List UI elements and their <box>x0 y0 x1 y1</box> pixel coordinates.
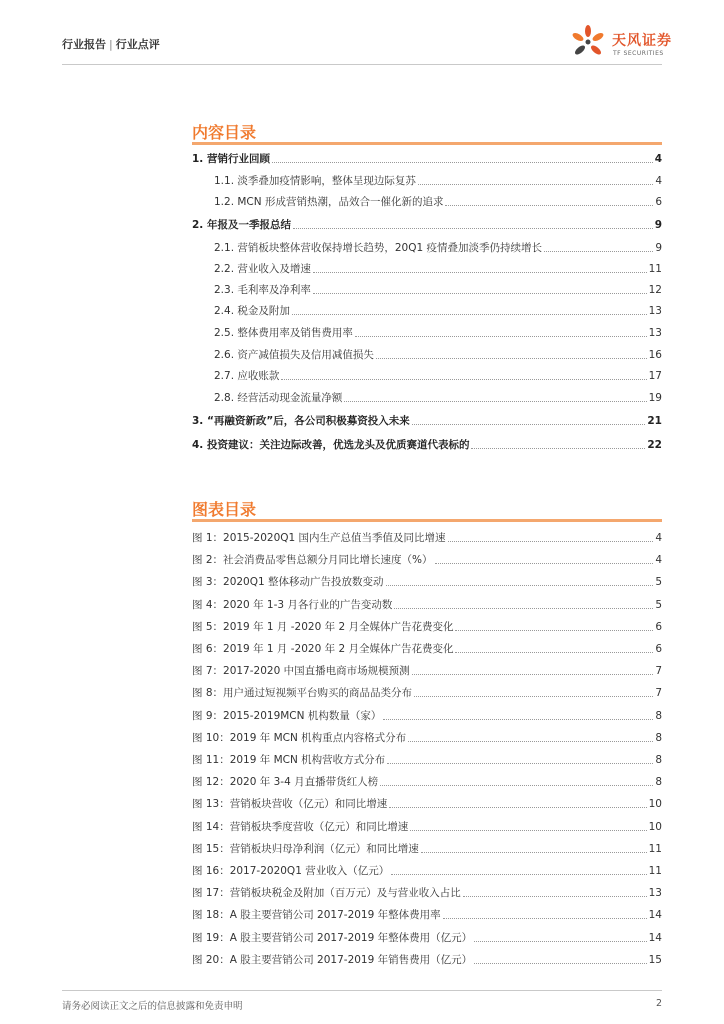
toc-entry-leader <box>355 336 647 337</box>
figure-entry-label: 图 5：2019 年 1 月 -2020 年 2 月全媒体广告花费变化 <box>192 620 454 633</box>
figure-entry-leader <box>421 852 647 853</box>
logo-english-text: TF SECURITIES <box>613 50 664 57</box>
toc-entry-page: 17 <box>648 370 662 382</box>
toc-entry-leader <box>293 228 653 229</box>
figure-entry-label: 图 2：社会消费品零售总额分月同比增长速度（%） <box>192 554 433 567</box>
toc-entry-leader <box>313 293 647 294</box>
toc-entry-page: 11 <box>648 263 662 275</box>
figure-entry-leader <box>412 674 654 675</box>
figure-entry-page: 10 <box>648 820 662 833</box>
figure-entry-page: 4 <box>655 532 662 544</box>
figure-entry-page: 5 <box>655 576 662 589</box>
toc-entry-label: 1. 营销行业回顾 <box>192 153 270 165</box>
figure-entry-page: 6 <box>655 620 662 633</box>
toc-entry[interactable] <box>192 146 662 166</box>
toc-entry[interactable] <box>214 235 662 255</box>
figure-entry-page: 8 <box>655 754 662 766</box>
figure-entry[interactable] <box>192 880 662 900</box>
toc-entry[interactable] <box>214 168 662 188</box>
figures-title: 图表目录 <box>192 500 257 519</box>
toc-entry-label: 2.8. 经营活动现金流量净额 <box>214 392 343 404</box>
toc-entry[interactable] <box>214 298 662 318</box>
figure-entry-label: 图 14：营销板块季度营收（亿元）和同比增速 <box>192 820 409 833</box>
toc-entry[interactable] <box>214 342 662 362</box>
figure-entry-page: 8 <box>655 776 662 789</box>
figure-entry[interactable] <box>192 592 662 612</box>
toc-entry-leader <box>292 314 647 315</box>
figure-entry-page: 14 <box>648 909 662 922</box>
toc-entry-label: 2. 年报及一季报总结 <box>192 219 291 231</box>
figure-entry-label: 图 8：用户通过短视频平台购买的商品品类分布 <box>192 687 413 700</box>
figure-entry-leader <box>389 807 646 808</box>
figure-entry-page: 7 <box>655 687 662 700</box>
header-report-subtype: 行业点评 <box>115 38 160 51</box>
figure-entry-label: 图 16：2017-2020Q1 营业收入（亿元） <box>192 865 390 877</box>
toc-entry-leader <box>344 401 646 402</box>
toc-entry-page: 21 <box>647 415 662 427</box>
figure-entry-leader <box>383 719 653 720</box>
toc-entry-page: 9 <box>655 242 662 254</box>
figure-entry[interactable] <box>192 614 662 634</box>
toc-entry[interactable] <box>192 212 662 232</box>
figure-entry-label: 图 1：2015-2020Q1 国内生产总值当季值及同比增速 <box>192 532 446 544</box>
figure-entry-page: 11 <box>648 865 662 877</box>
header-breadcrumb <box>62 36 160 52</box>
figure-entry-page: 15 <box>648 953 662 966</box>
figure-entry-page: 4 <box>655 554 662 567</box>
toc-entry-page: 12 <box>648 284 662 296</box>
toc-entry-label: 2.6. 资产减值损失及信用减值损失 <box>214 349 374 361</box>
toc-entry-page: 4 <box>654 153 662 165</box>
figure-entry-page: 10 <box>648 798 662 811</box>
figure-entry-page: 5 <box>655 598 662 611</box>
toc-entry-leader <box>418 184 653 185</box>
toc-entry-leader <box>281 379 646 380</box>
figure-entry-leader <box>386 585 654 586</box>
figure-entry-leader <box>463 896 647 897</box>
figure-entry-leader <box>455 652 653 653</box>
figure-entry[interactable] <box>192 814 662 834</box>
figure-entry[interactable] <box>192 769 662 789</box>
figure-entry-label: 图 12：2020 年 3-4 月直播带货红人榜 <box>192 776 379 789</box>
toc-entry[interactable] <box>192 432 662 452</box>
toc-entry-page: 13 <box>648 327 662 339</box>
logo-text: 天风证券 <box>612 33 672 49</box>
figure-entry[interactable] <box>192 525 662 545</box>
toc-entry-label: 2.2. 营业收入及增速 <box>214 263 311 275</box>
toc-entry-leader <box>313 272 647 273</box>
figure-entry-leader <box>443 918 647 919</box>
toc-entry-page: 19 <box>648 392 662 404</box>
figure-entry[interactable] <box>192 703 662 723</box>
toc-entry-label: 2.5. 整体费用率及销售费用率 <box>214 327 353 339</box>
figure-entry[interactable] <box>192 747 662 767</box>
toc-entry-leader <box>445 205 653 206</box>
toc-entry-leader <box>544 251 653 252</box>
toc-entry-label: 4. 投资建议：关注边际改善，优选龙头及优质赛道代表标的 <box>192 439 470 451</box>
toc-entry-leader <box>272 162 653 163</box>
toc-entry-label: 2.7. 应收账款 <box>214 370 280 382</box>
figure-entry-leader <box>410 830 646 831</box>
toc-entry-page: 16 <box>648 349 662 361</box>
toc-entry[interactable] <box>214 385 662 405</box>
figure-entry-page: 6 <box>655 643 662 655</box>
figure-entry-label: 图 15：营销板块归母净利润（亿元）和同比增速 <box>192 842 419 855</box>
figure-entry-leader <box>474 963 646 964</box>
figure-entry[interactable] <box>192 658 662 678</box>
footer-divider <box>62 990 662 991</box>
figure-entry-leader <box>448 541 654 542</box>
toc-entry-label: 2.3. 毛利率及净利率 <box>214 284 311 296</box>
figure-entry-leader <box>435 563 654 564</box>
figure-entry[interactable] <box>192 858 662 878</box>
figure-entry-page: 11 <box>648 842 662 855</box>
toc-entry-label: 1.1. 淡季叠加疫情影响，整体呈现边际复苏 <box>214 175 416 187</box>
toc-title-underline <box>192 142 662 145</box>
figure-entry-label: 图 20：A 股主要营销公司 2017-2019 年销售费用（亿元） <box>192 953 473 966</box>
figure-entry-leader <box>394 608 653 609</box>
toc-entry-leader <box>376 358 647 359</box>
figure-entry-label: 图 4：2020 年 1-3 月各行业的广告变动数 <box>192 598 393 611</box>
figure-entry-page: 7 <box>655 665 662 678</box>
toc-entry-label: 2.4. 税金及附加 <box>214 305 290 317</box>
figure-entry[interactable] <box>192 636 662 656</box>
figure-entry-leader <box>380 785 653 786</box>
figure-entry-label: 图 6：2019 年 1 月 -2020 年 2 月全媒体广告花费变化 <box>192 643 454 655</box>
figure-entry-label: 图 9：2015-2019MCN 机构数量（家） <box>192 709 382 722</box>
figure-entry[interactable] <box>192 902 662 922</box>
header-report-type: 行业报告 <box>62 38 106 51</box>
figure-entry-leader <box>414 696 653 697</box>
figure-entry-leader <box>387 763 653 764</box>
figure-entry-label: 图 11：2019 年 MCN 机构营收方式分布 <box>192 754 386 766</box>
header-separator: | <box>109 38 113 51</box>
figure-entry-label: 图 7：2017-2020 中国直播电商市场规模预测 <box>192 665 410 678</box>
figure-entry-leader <box>455 630 653 631</box>
toc-entry[interactable] <box>214 320 662 340</box>
figure-entry[interactable] <box>192 725 662 745</box>
figures-title-underline <box>192 519 662 522</box>
toc-entry[interactable] <box>214 256 662 276</box>
figure-entry[interactable] <box>192 569 662 589</box>
figure-entry-page: 8 <box>655 709 662 722</box>
toc-entry[interactable] <box>214 363 662 383</box>
toc-entry-leader <box>412 424 646 425</box>
footer-disclaimer: 请务必阅读正文之后的信息披露和免责申明 <box>62 1001 243 1012</box>
figure-entry-leader <box>408 741 653 742</box>
figure-entry-page: 14 <box>648 931 662 944</box>
figure-entry-label: 图 18：A 股主要营销公司 2017-2019 年整体费用率 <box>192 909 441 922</box>
toc-entry-leader <box>471 448 645 449</box>
figure-entry[interactable] <box>192 925 662 945</box>
toc-title: 内容目录 <box>192 123 257 142</box>
toc-entry-page: 9 <box>654 219 662 231</box>
toc-entry-label: 2.1. 营销板块整体营收保持增长趋势，20Q1 疫情叠加淡季仍持续增长 <box>214 242 543 254</box>
figure-entry[interactable] <box>192 791 662 811</box>
figure-entry-label: 图 3：2020Q1 整体移动广告投放数变动 <box>192 576 384 589</box>
toc-entry[interactable] <box>214 277 662 297</box>
toc-entry-page: 13 <box>648 305 662 317</box>
figure-entry-label: 图 17：营销板块税金及附加（百万元）及与营业收入占比 <box>192 887 461 900</box>
figure-entry-label: 图 13：营销板块营收（亿元）和同比增速 <box>192 798 388 811</box>
figure-entry[interactable] <box>192 836 662 856</box>
figure-entry-leader <box>391 874 646 875</box>
toc-entry-page: 6 <box>655 196 662 208</box>
header-divider <box>62 64 662 65</box>
page-number: 2 <box>655 998 662 1009</box>
toc-entry-label: 3. “再融资新政”后，各公司积极募资投入未来 <box>192 415 410 427</box>
figure-entry-page: 8 <box>655 731 662 744</box>
toc-entry-page: 4 <box>655 175 662 187</box>
figure-entry-leader <box>474 941 646 942</box>
toc-entry-label: 1.2. MCN 形成营销热潮，品效合一催化新的追求 <box>214 196 444 208</box>
figure-entry[interactable] <box>192 680 662 700</box>
figure-entry-label: 图 10：2019 年 MCN 机构重点内容格式分布 <box>192 731 407 744</box>
figure-entry-page: 13 <box>648 887 662 900</box>
figure-entry[interactable] <box>192 947 662 967</box>
toc-entry[interactable] <box>192 408 662 428</box>
toc-entry-page: 22 <box>647 439 662 451</box>
figure-entry-label: 图 19：A 股主要营销公司 2017-2019 年整体费用（亿元） <box>192 931 473 944</box>
figure-entry[interactable] <box>192 547 662 567</box>
toc-entry[interactable] <box>214 189 662 209</box>
